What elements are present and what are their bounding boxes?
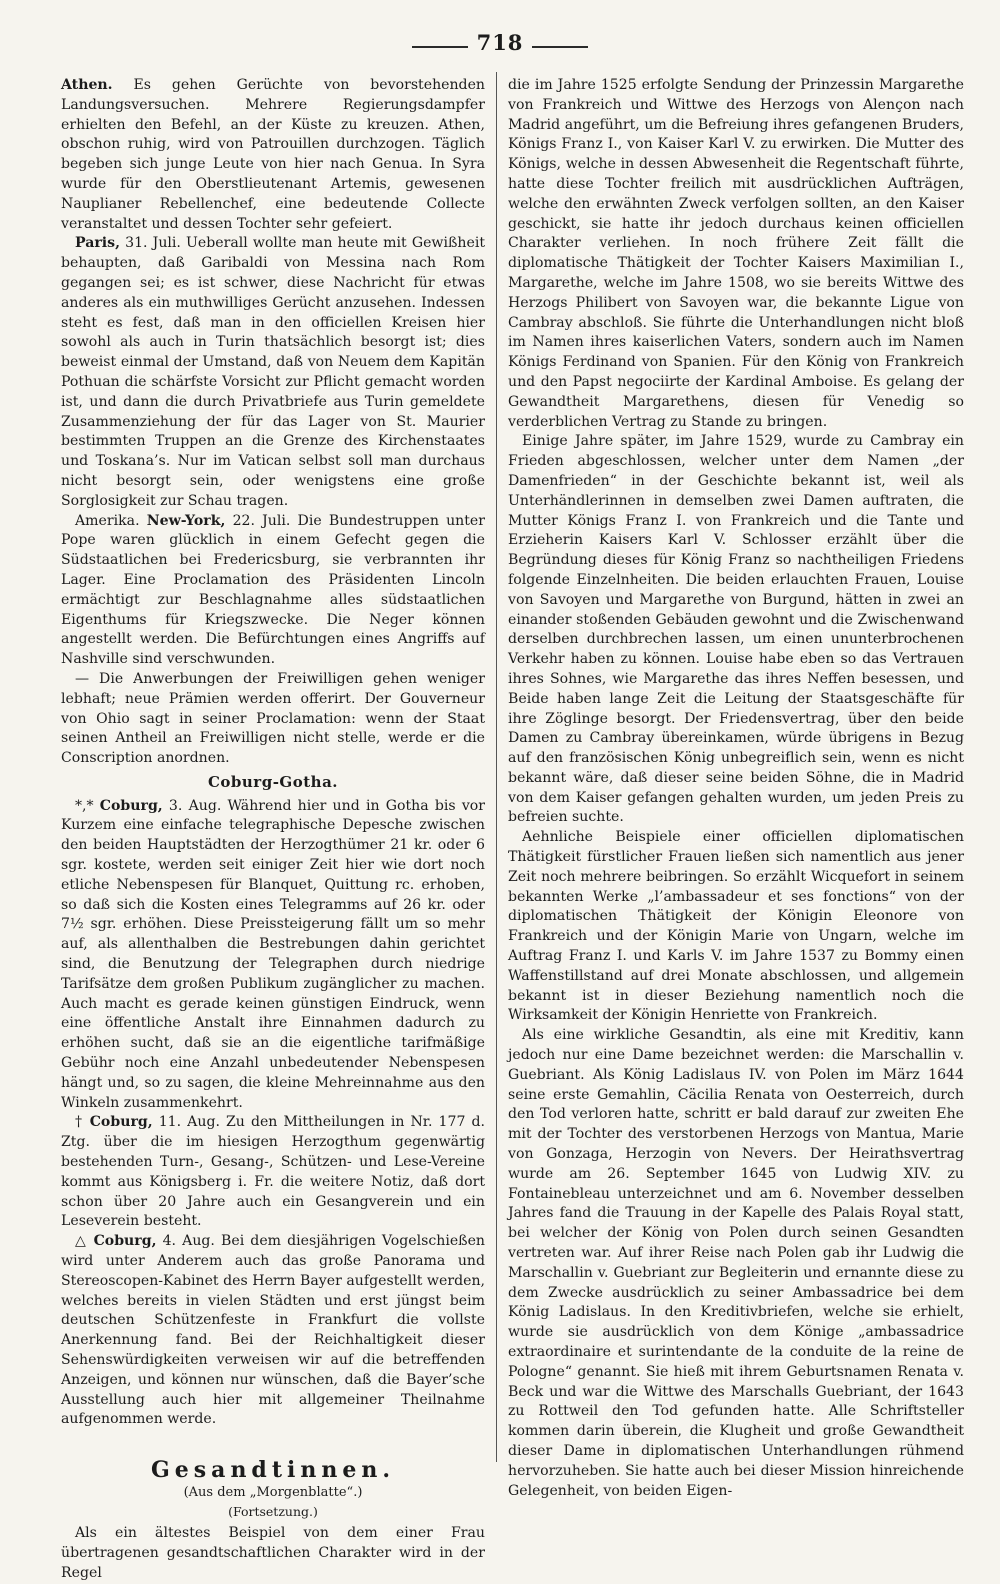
section-heading: Coburg-Gotha. bbox=[207, 772, 339, 791]
mark-asterism: *,* bbox=[75, 797, 94, 814]
dateline-newyork: New-York, bbox=[146, 512, 226, 529]
article-coburg-2 bbox=[61, 1113, 485, 1232]
text-paris: 31. Juli. Ueberall wollte man heute mit Gewißheit behaupten, daß Garibaldi von Messina nach Rom gegangen sei; es ist schwer, diese Nachricht für etwas anderes als ein muthwilliges Gerücht anzusehen. Indessen steht es fest, daß man in den officiellen Kreisen hier sowohl als auch in Turin thatsächlich besorgt ist; dies beweist einmal der Umstand, daß von Neuem dem Kapitän Pothuan die schärfste Vorsicht zur Pflicht gemacht worden ist, und dann die durch Privatbriefe aus Turin gemeldete Zusammenziehung der für das Lager von St. Maurier bestimmten Truppen an die Grenze des Kirchenstaates und Toskana’s. Nur im Vatican selbst soll man durchaus nicht besorgt sein, oder wenigstens eine große Sorglosigkeit zur Schau tragen. bbox=[61, 235, 486, 509]
feuilleton-title: Gesandtinnen. bbox=[151, 1457, 395, 1484]
mark-triangle: △ bbox=[75, 1233, 88, 1250]
page-header bbox=[0, 30, 1000, 60]
article-coburg-3 bbox=[61, 1232, 485, 1430]
feuilleton-paragraph-3: Aehnliche Beispiele einer officiellen diplomatischen Thätigkeit fürstlicher Frauen ließen sich namentlich aus jener Zeit noch mehrere beibringen. So erzählt Wicquefort in seinem bekannten Werke „l’ambassadeur et ses fonctions“ von der diplomatischen Thätigkeit der Königin Eleonore von Frankreich und der Königin Marie von Ungarn, welche im Auftrag Franz I. und Karls V. im Jahre 1537 zu Bommy einen Waffenstillstand auf drei Monate abschlossen, und allgemein bekannt ist in dieser Beziehung namentlich noch die Wirksamkeit der Königin Henriette von Frankreich. bbox=[508, 829, 964, 1024]
dateline-athen: Athen. bbox=[61, 77, 113, 93]
mark-cross: † bbox=[75, 1114, 84, 1131]
article-amerika-cont: — Die Anwerbungen der Freiwilligen gehen weniger lebhaft; neue Prämien werden offerirt. Der Gouverneur von Ohio sagt in seiner Proclamation: wenn der Staat seinen Antheil an Freiwilligen nicht stelle, werde er die Conscription anordnen. bbox=[61, 670, 485, 767]
feuilleton-paragraph-4: Als eine wirkliche Gesandtin, als eine mit Kreditiv, kann jedoch nur eine Dame bezeichnet werden: die Marschallin v. Guebriant. Als König Ladislaus IV. von Polen im März 1644 seine erste Gemahlin, Cäcilia Renata von Oesterreich, durch den Tod verloren hatte, schritt er bald darauf zur zweiten Ehe mit der Tochter des verstorbenen Herzogs von Mantua, Marie von Gonzaga, Herzogin von Nevers. Der Heirathsvertrag wurde am 26. September 1645 von Ludwig XIV. zu Fontainebleau unterzeichnet und am 6. November desselben Jahres fand die Trauung in der Kapelle des Palais Royal statt, bei welcher der König von Polen durch seinen Gesandten vertreten war. Auf ihrer Reise nach Polen gab ihr Ludwig die Marschallin v. Guebriant zur Begleiterin und ernannte diese zu dem Zwecke ausdrücklich zu seiner Ambassadrice bei dem König Ladislaus. In den Kreditivbriefen, welche sie erhielt, wurde sie ausdrücklich von dem Könige „ambassadrice extraordinaire et surintendante de la conduite de la reine de Pologne“ genannt. Sie hieß mit ihrem Geburtsnamen Renata v. Beck und war die Wittwe des Marschalls Guebriant, der 1643 zu Rottweil den Tod gefunden hatte. Alle Schriftsteller kommen darin überein, die Klugheit und große Gewandtheit dieser Dame in diplomatischen Unterhandlungen rühmend hervorzuheben. Sie hatte auch bei dieser Mission hinreichende Gelegenheit, von beiden Eigen- bbox=[508, 1027, 964, 1499]
feuilleton-start: Als ein ältestes Beispiel von dem einer Frau übertragenen gesandtschaftlichen Charakter wird in der Regel bbox=[61, 1525, 485, 1581]
column-divider bbox=[496, 72, 497, 1462]
header-rule-left bbox=[412, 46, 468, 48]
dateline-paris: Paris, bbox=[75, 235, 120, 252]
text-coburg-1: 3. Aug. Während hier und in Gotha bis vor Kurzem eine einfache telegraphische Depesche zwischen den beiden Hauptstädten der Herzogthümer 21 kr. oder 6 sgr. kostete, werden seit einiger Zeit hier wie dort noch etliche Nebenspesen für Blanquet, Quittung rc. erhoben, so daß sich die Kosten eines Telegramms auf 26 kr. oder 7½ sgr. erhöhen. Diese Preissteigerung fällt um so mehr auf, als allenthalben die Bestrebungen dahin gerichtet sind, die Benutzung der Telegraphen durch niedrige Tarifsätze dem großen Publikum zugänglicher zu machen. Auch macht es gerade keinen günstigen Eindruck, wenn eine öffentliche Anstalt ihre Einnahmen dadurch zu erhöhen sucht, daß sie an die eigentliche tarifmäßige Gebühr noch eine Anzahl unbedeutender Nebenspesen hängt und, so zu sagen, die kleine Mehreinnahme aus den Winkeln zusammenkehrt. bbox=[61, 797, 486, 1111]
dateline-coburg-2: Coburg, bbox=[89, 1114, 153, 1131]
dateline-coburg-3: Coburg, bbox=[93, 1233, 157, 1250]
text-coburg-2: 11. Aug. Zu den Mittheilungen in Nr. 177 d. Ztg. über die im hiesigen Herzogthum gegenwärtig bestehenden Turn-, Gesang-, Schützen- und Lese-Vereine kommt aus Königsberg i. Fr. die weitere Notiz, daß dort schon über 20 Jahre auch ein Gesangverein und ein Leseverein besteht. bbox=[61, 1114, 486, 1230]
page-number: 718 bbox=[476, 30, 524, 55]
left-column bbox=[61, 76, 485, 1584]
feuilleton-paragraph-2: Einige Jahre später, im Jahre 1529, wurde zu Cambray ein Frieden abgeschlossen, welcher unter dem Namen „der Damenfrieden“ in der Geschichte bekannt ist, weil als Unterhändlerinnen in demselben zwei Damen auftraten, die Mutter Königs Franz I. von Frankreich und die Tante und Erzieherin Kaisers Karl V. Schlosser erzählt über die Begründung dieses für König Franz so nachtheiligen Friedens folgende Einzelnheiten. Die beiden erlauchten Frauen, Louise von Savoyen und Margarethe von Burgund, hätten in zwei an einander stoßenden Gebäuden gewohnt und die Zwischenwand derselben durchbrechen lassen, um einen ununterbrochenen Verkehr haben zu können. Louise habe eben so das Vertrauen ihres Sohnes, wie Margarethe das ihres Neffen besessen, und Beide haben lange Zeit die Leitung der Staatsgeschäfte für ihre Zöglinge besorgt. Der Friedensvertrag, über den beide Damen zu Cambray übereinkamen, würde übrigens in Bezug auf den französischen König unbegreiflich sein, wenn es nicht bekannt wäre, daß dieser seine beiden Söhne, die in Madrid von dem Kaiser gefangen gehalten wurden, um jeden Preis zu befreien suchte. bbox=[508, 433, 964, 826]
text-amerika: 22. Juli. Die Bundestruppen unter Pope waren glücklich in einem Gefecht gegen die Südstaatlichen bei Fredericsburg, sie verbrannten ihr Lager. Eine Proclamation des Präsidenten Lincoln ermächtigt zur Beschlagnahme alles südstaatlichen Eigenthums für Kriegszwecke. Die Neger können angestellt werden. Die Befürchtungen eines Angriffs auf Nashville sind verschwunden. bbox=[61, 512, 485, 668]
region-amerika: Amerika. bbox=[75, 512, 140, 529]
header-rule-right bbox=[532, 46, 588, 48]
text-athen: Es gehen Gerüchte von bevorstehenden Landungsversuchen. Mehrere Regierungsdampfer erhielten den Befehl, an der Küste zu kreuzen. Athen, obschon ruhig, wird von Patrouillen durchzogen. Täglich begeben sich junge Leute von hier nach Genua. In Syra wurde für den Oberstlieutenant Artemis, gewesenen Nauplianer Rebellenchef, eine bedeutende Collecte veranstaltet und dessen Tochter sehr gefeiert. bbox=[61, 77, 485, 232]
feuilleton-continuation: (Fortsetzung.) bbox=[228, 1504, 318, 1520]
feuilleton-source: (Aus dem „Morgenblatte“.) bbox=[183, 1485, 363, 1501]
dateline-coburg-1: Coburg, bbox=[99, 797, 163, 814]
right-column bbox=[508, 76, 964, 1501]
text-coburg-3: 4. Aug. Bei dem diesjährigen Vogelschießen wird unter Anderem auch das große Panorama und Stereoscopen-Kabinet des Herrn Bayer aufgestellt werden, welches bereits in vielen Städten und erst jüngst beim deutschen Schützenfeste in Frankfurt die vollste Anerkennung fand. Bei der Reichhaltigkeit dieser Sehenswürdigkeiten verweisen wir auf die betreffenden Anzeigen, und können nur wünschen, daß die Bayer’sche Ausstellung auch hier mit allgemeiner Theilnahme aufgenommen werde. bbox=[61, 1233, 486, 1428]
article-amerika bbox=[61, 512, 485, 670]
article-athen bbox=[61, 76, 485, 234]
feuilleton-paragraph-1: die im Jahre 1525 erfolgte Sendung der Prinzessin Margarethe von Frankreich und Wittwe des Herzogs von Alençon nach Madrid angeführt, um die Befreiung ihres gefangenen Bruders, Königs Franz I., von Kaiser Karl V. zu erwirken. Die Mutter des Königs, welche in dessen Abwesenheit die Regentschaft führte, hatte diese Tochter freilich mit ausdrücklichen Aufträgen, welche den erwähnten Zweck verfolgen sollten, an den Kaiser geschickt, sie hatte ihr jedoch durchaus keinen officiellen Charakter verliehen. In noch frühere Zeit fällt die diplomatische Thätigkeit der Tochter Kaisers Maximilian I., Margarethe, welche im Jahre 1508, wo sie bereits Wittwe des Herzogs Philibert von Savoyen war, die bekannte Ligue von Cambray abschloß. Sie führte die Unterhandlungen nicht bloß im Namen ihres kaiserlichen Vaters, sondern auch im Namen Königs Ferdinand von Spanien. Für den König von Frankreich und den Papst negociirte der Kardinal Amboise. Es gelang der Gewandtheit Margarethens, diesen für Venedig so verderblichen Vertrag zu Stande zu bringen. bbox=[508, 77, 964, 430]
article-coburg-1 bbox=[61, 797, 485, 1114]
article-paris bbox=[61, 234, 485, 511]
